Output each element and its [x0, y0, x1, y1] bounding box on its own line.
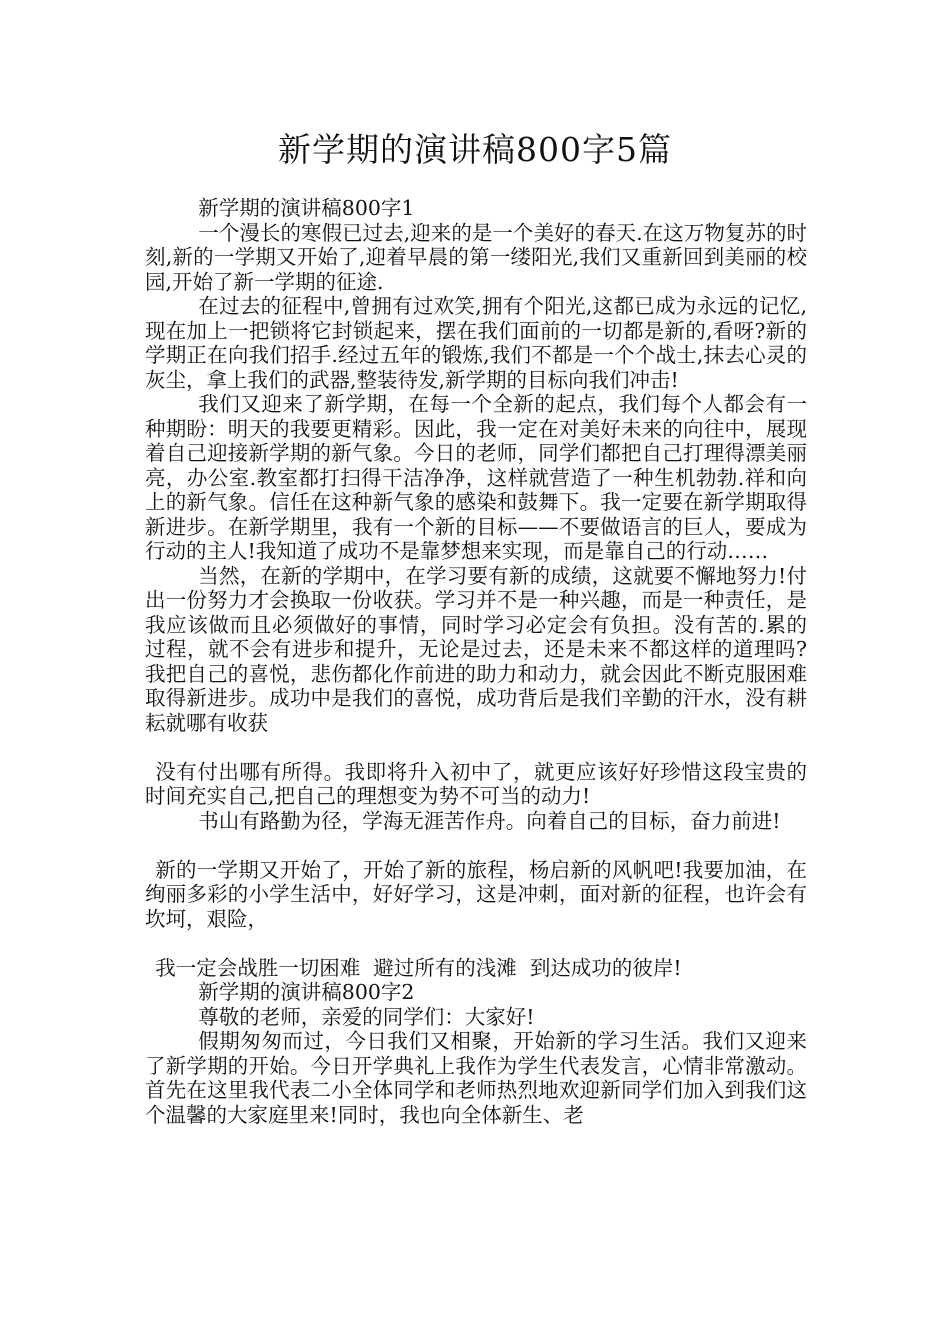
document-body [145, 196, 807, 1127]
paragraph: 当然，在新的学期中，在学习要有新的成绩，这就要不懈地努力!付出一份努力才会换取一份收获。学习并不是一种兴趣，而是一种责任，是我应该做而且必须做好的事情，同时学习必定会有负担。没有苦的.累的过程，就不会有进步和提升，无论是过去，还是未来不都这样的道理吗?我把自己的喜悦，悲伤都化作前进的助力和动力，就会因此不断克服困难取得新进步。成功中是我们的喜悦，成功背后是我们辛勤的汗水，没有耕耘就哪有收获 [145, 563, 807, 735]
blank-line [145, 735, 807, 760]
section-heading-2: 新学期的演讲稿800字2 [198, 980, 415, 1004]
section-heading-1: 新学期的演讲稿800字1 [198, 196, 415, 220]
paragraph: 在过去的征程中,曾拥有过欢笑,拥有个阳光,这都已成为永远的记忆,现在加上一把锁将它封锁起来，摆在我们面前的一切都是新的,看呀?新的学期正在向我们招手.经过五年的锻炼,我们不都是一个个战士,抹去心灵的灰尘，拿上我们的武器,整装待发,新学期的目标向我们冲击! [145, 294, 807, 392]
document-title: 新学期的演讲稿800字5篇 [278, 130, 672, 169]
paragraph: 我一定会战胜一切困难 避过所有的浅滩 到达成功的彼岸! [155, 955, 682, 980]
salutation: 尊敬的老师，亲爱的同学们：大家好! [198, 1004, 535, 1029]
paragraph: 没有付出哪有所得。我即将升入初中了，就更应该好好珍惜这段宝贵的时间充实自己,把自己的理想变为势不可当的动力! [145, 759, 807, 808]
paragraph: 一个漫长的寒假已过去,迎来的是一个美好的春天.在这万物复苏的时刻,新的一学期又开始了,迎着早晨的第一缕阳光,我们又重新回到美丽的校园,开始了新一学期的征途. [145, 220, 807, 294]
blank-line [145, 931, 807, 956]
paragraph: 新的一学期又开始了，开始了新的旅程，杨启新的风帆吧!我要加油，在绚丽多彩的小学生活中，好好学习，这是冲刺，面对新的征程，也许会有坎坷，艰险， [145, 857, 807, 931]
paragraph: 书山有路勤为径，学海无涯苦作舟。向着自己的目标，奋力前进! [198, 808, 781, 833]
paragraph: 我们又迎来了新学期，在每一个全新的起点，我们每个人都会有一种期盼：明天的我要更精彩。因此，我一定在对美好未来的向往中，展现着自己迎接新学期的新气象。今日的老师，同学们都把自己打理得漂美丽亮，办公室.教室都打扫得干洁净净，这样就营造了一种生机勃勃.祥和向上的新气象。信任在这种新气象的感染和鼓舞下。我一定要在新学期取得新进步。在新学期里，我有一个新的目标——不要做语言的巨人，要成为行动的主人!我知道了成功不是靠梦想来实现，而是靠自己的行动…… [145, 392, 807, 563]
paragraph: 假期匆匆而过，今日我们又相聚，开始新的学习生活。我们又迎来了新学期的开始。今日开学典礼上我作为学生代表发言，心情非常激动。首先在这里我代表二小全体同学和老师热烈地欢迎新同学们加入到我们这个温馨的大家庭里来!同时，我也向全体新生、老 [145, 1029, 807, 1127]
blank-line [145, 833, 807, 858]
